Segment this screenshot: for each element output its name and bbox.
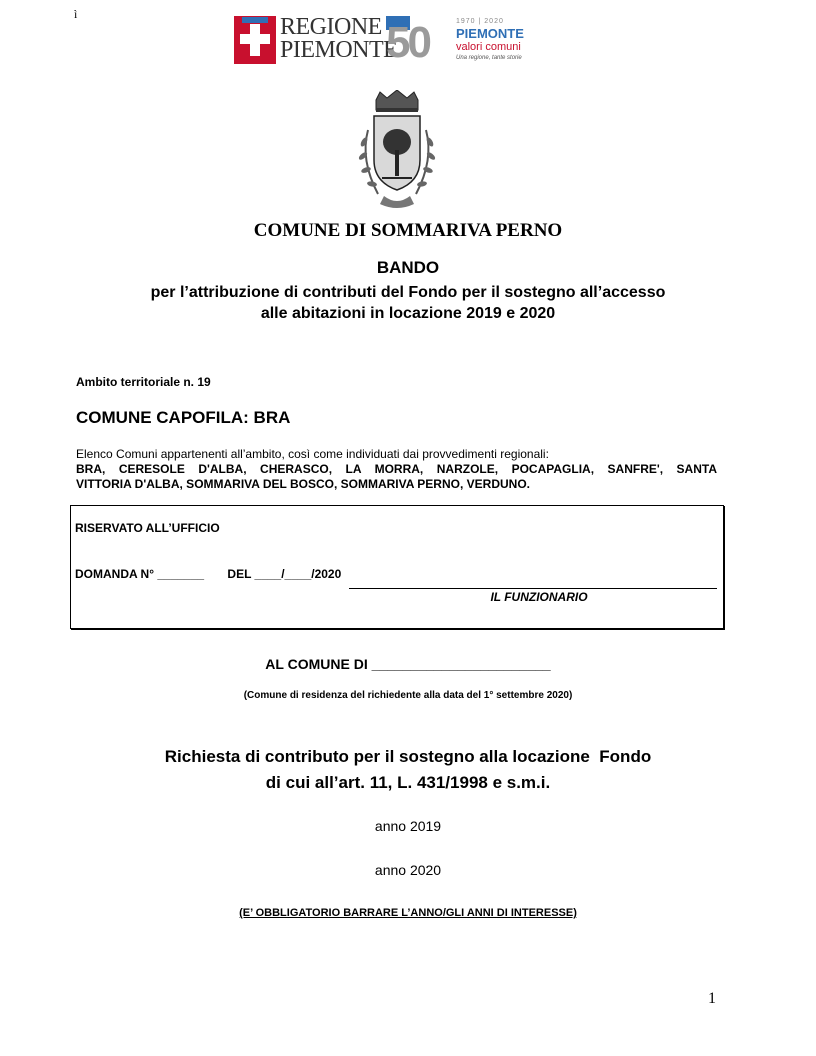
riservato-ufficio-box (70, 505, 724, 629)
logo-subtitle: valori comuni (456, 41, 521, 53)
comuni-list-line2: VITTORIA D'ALBA, SOMMARIVA DEL BOSCO, SOMMARIVA PERNO, VERDUNO. (76, 477, 530, 491)
logo-tagline: Una regione, tante storie (456, 55, 522, 61)
comuni-list-line1: BRA, CERESOLE D'ALBA, CHERASCO, LA MORRA, NARZOLE, POCAPAGLIA, SANFRE', SANTA (76, 462, 717, 476)
regione-piemonte-logo (234, 14, 398, 64)
anno-2019-option: anno 2019 (374, 818, 442, 834)
domanda-field: DOMANDA N° _______ DEL ____/____/2020 (75, 567, 342, 581)
stray-character: ì (74, 7, 78, 21)
signature-line (349, 588, 717, 589)
elenco-intro: Elenco Comuni appartenenti all’ambito, così come individuati dai provvedimenti regionali: (76, 447, 549, 461)
logo-piemonte-name: PIEMONTE (456, 26, 524, 41)
riservato-title: RISERVATO ALL’UFFICIO (75, 521, 220, 535)
ambito-label: Ambito territoriale n. 19 (76, 375, 211, 389)
anno-2020-option: anno 2020 (374, 862, 442, 878)
richiesta-title: Richiesta di contributo per il sostegno alla locazione Fondo di cui all’art. 11, L. 431/1998 e s.m.i. (164, 747, 652, 792)
obbligatorio-note: (E’ OBBLIGATORIO BARRARE L’ANNO/GLI ANNI DI INTERESSE) (239, 907, 577, 919)
residenza-note: (Comune di residenza del richiedente alla data del 1° settembre 2020) (243, 690, 573, 701)
logo-years: 1970 | 2020 (456, 18, 504, 25)
funzionario-label: IL FUNZIONARIO (490, 590, 588, 604)
municipal-crest-icon (354, 90, 440, 214)
regione-logo-text: REGIONE PIEMONTE (280, 14, 398, 63)
piemonte-flag-icon (234, 16, 276, 64)
comune-capofila: COMUNE CAPOFILA: BRA (76, 408, 291, 427)
logo-50-number: 50 (386, 18, 429, 67)
comune-title: COMUNE DI SOMMARIVA PERNO (253, 220, 563, 241)
piemonte-50-logo (386, 16, 526, 66)
bando-title: BANDO (376, 258, 440, 277)
bando-subtitle: per l’attribuzione di contributi del Fondo per il sostegno all’accesso alle abitazioni in locazione 2019 e 2020 (150, 284, 666, 322)
al-comune-field: AL COMUNE DI _______________________ (265, 656, 551, 672)
page-number: 1 (708, 990, 716, 1007)
